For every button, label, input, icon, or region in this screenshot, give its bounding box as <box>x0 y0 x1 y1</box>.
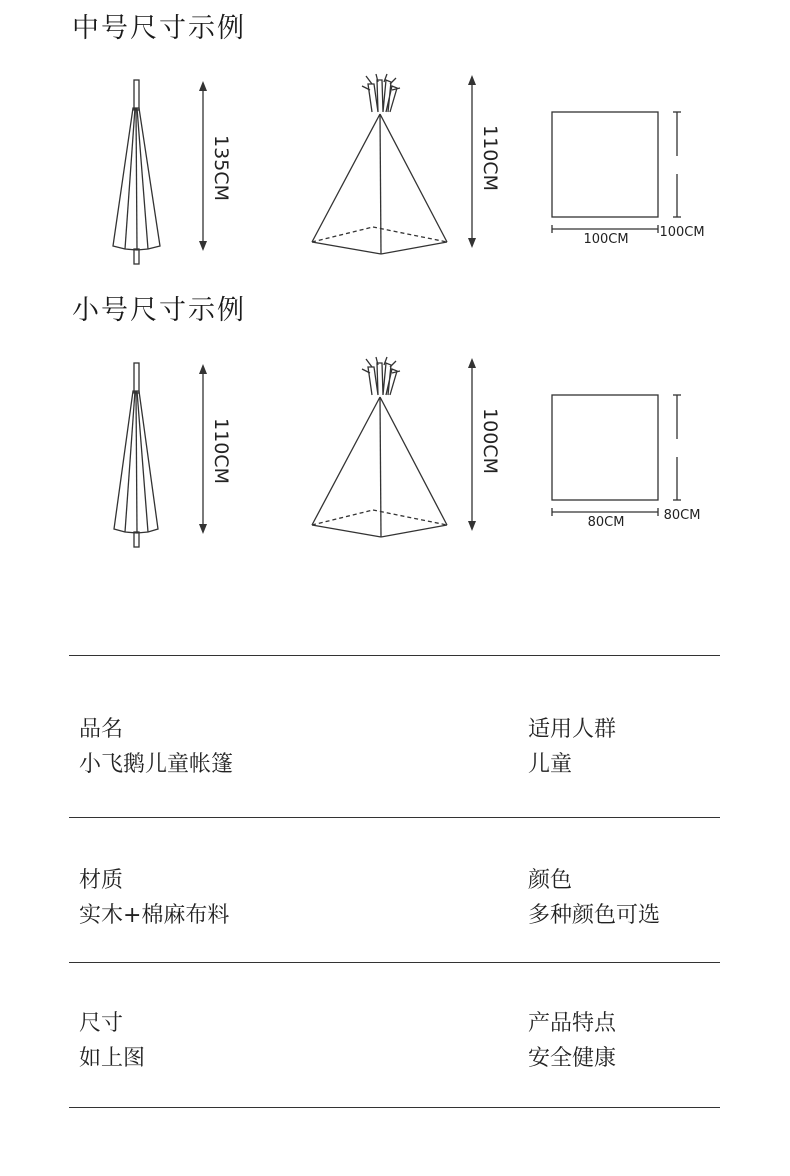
spec-label: 适用人群 <box>528 717 617 742</box>
spec-cell-size <box>79 1010 145 1073</box>
spec-value: 安全健康 <box>528 1046 617 1071</box>
size-diagram-small <box>0 283 790 573</box>
spec-cell-features <box>528 1010 616 1073</box>
base-depth-dimension <box>673 395 681 500</box>
spec-cell-audience <box>528 716 616 779</box>
table-divider <box>69 962 720 963</box>
spec-value: 儿童 <box>528 752 573 777</box>
spec-label: 颜色 <box>528 868 573 893</box>
section-title-medium: 中号尺寸示例 <box>72 13 246 44</box>
table-divider <box>69 655 720 656</box>
section-title-small: 小号尺寸示例 <box>72 295 246 326</box>
table-divider <box>69 817 720 818</box>
base-width-label: 100CM <box>583 232 629 247</box>
tent-height-dimension <box>468 75 501 248</box>
spec-cell-color <box>528 867 660 930</box>
spec-cell-material <box>79 867 229 930</box>
tent-height-label: 110CM <box>479 125 501 191</box>
tent-illustration <box>312 74 447 254</box>
spec-label: 品名 <box>79 717 124 742</box>
pole-length-dimension <box>199 81 232 251</box>
tent-height-label: 100CM <box>479 408 501 474</box>
spec-cell-product-name <box>79 716 233 779</box>
base-width-label: 80CM <box>587 515 625 530</box>
pole-length-label: 110CM <box>210 418 232 484</box>
base-footprint <box>552 395 658 500</box>
spec-value: 小飞鹅儿童帐篷 <box>79 752 234 777</box>
spec-label: 产品特点 <box>528 1011 617 1036</box>
spec-label: 材质 <box>79 868 124 893</box>
base-footprint <box>552 112 658 217</box>
spec-label: 尺寸 <box>79 1011 124 1036</box>
spec-value: 如上图 <box>79 1046 146 1071</box>
folded-tent-illustration <box>114 363 158 547</box>
tent-height-dimension <box>468 358 501 531</box>
spec-value: 多种颜色可选 <box>528 903 661 928</box>
base-depth-dimension <box>673 112 681 217</box>
spec-value: 实木+棉麻布料 <box>79 903 230 928</box>
pole-length-label: 135CM <box>210 135 232 201</box>
size-diagram-medium <box>0 0 790 290</box>
tent-illustration <box>312 357 447 537</box>
base-depth-label: 100CM <box>659 225 705 240</box>
base-depth-label: 80CM <box>663 508 701 523</box>
pole-length-dimension <box>199 364 232 534</box>
folded-tent-illustration <box>113 80 160 264</box>
table-divider <box>69 1107 720 1108</box>
